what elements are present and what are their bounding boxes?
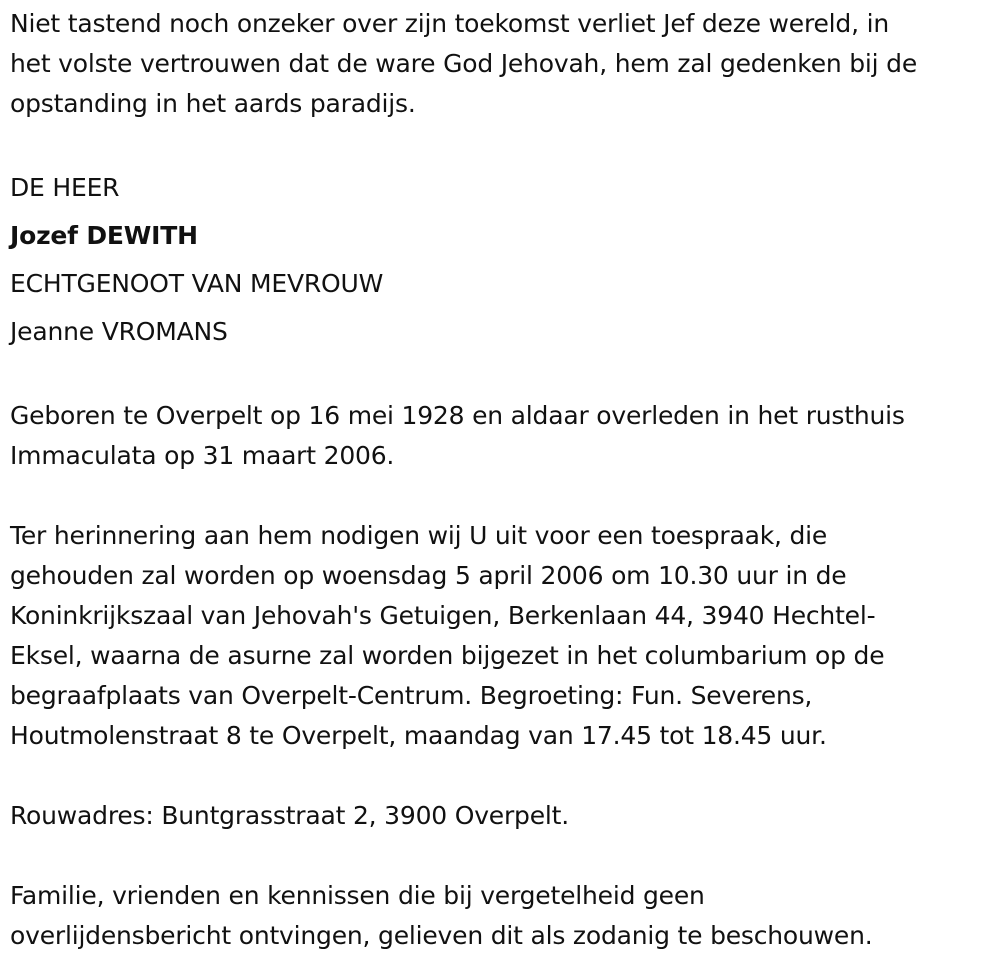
intro-line: het volste vertrouwen dat de ware God Jehovah, hem zal gedenken bij de <box>10 49 918 78</box>
person-name: Jozef DEWITH <box>10 221 198 250</box>
spacer <box>10 356 990 396</box>
intro-paragraph <box>10 4 990 124</box>
spacer <box>10 756 990 796</box>
ceremony-paragraph <box>10 516 990 756</box>
ceremony-line: Eksel, waarna de asurne zal worden bijgezet in het columbarium op de <box>10 641 885 670</box>
birth-paragraph <box>10 396 990 476</box>
spacer <box>10 124 990 164</box>
birth-line: Immaculata op 31 maart 2006. <box>10 441 395 470</box>
person-block <box>10 164 990 356</box>
closing-line: Familie, vrienden en kennissen die bij vergetelheid geen <box>10 881 705 910</box>
ceremony-line: begraafplaats van Overpelt-Centrum. Begroeting: Fun. Severens, <box>10 681 813 710</box>
spacer <box>10 476 990 516</box>
person-relation: ECHTGENOOT VAN MEVROUW <box>10 269 384 298</box>
ceremony-line: Ter herinnering aan hem nodigen wij U uit voor een toespraak, die <box>10 521 828 550</box>
address-paragraph <box>10 796 990 836</box>
spouse-name: Jeanne VROMANS <box>10 317 228 346</box>
ceremony-line: Koninkrijkszaal van Jehovah's Getuigen, Berkenlaan 44, 3940 Hechtel- <box>10 601 876 630</box>
ceremony-line: Houtmolenstraat 8 te Overpelt, maandag van 17.45 tot 18.45 uur. <box>10 721 827 750</box>
address-line: Rouwadres: Buntgrasstraat 2, 3900 Overpelt. <box>10 801 570 830</box>
intro-line: Niet tastend noch onzeker over zijn toekomst verliet Jef deze wereld, in <box>10 9 889 38</box>
birth-line: Geboren te Overpelt op 16 mei 1928 en aldaar overleden in het rusthuis <box>10 401 905 430</box>
closing-line: overlijdensbericht ontvingen, gelieven dit als zodanig te beschouwen. <box>10 921 873 950</box>
intro-line: opstanding in het aards paradijs. <box>10 89 416 118</box>
person-title: DE HEER <box>10 173 120 202</box>
spacer <box>10 836 990 876</box>
ceremony-line: gehouden zal worden op woensdag 5 april 2006 om 10.30 uur in de <box>10 561 847 590</box>
closing-paragraph <box>10 876 990 956</box>
